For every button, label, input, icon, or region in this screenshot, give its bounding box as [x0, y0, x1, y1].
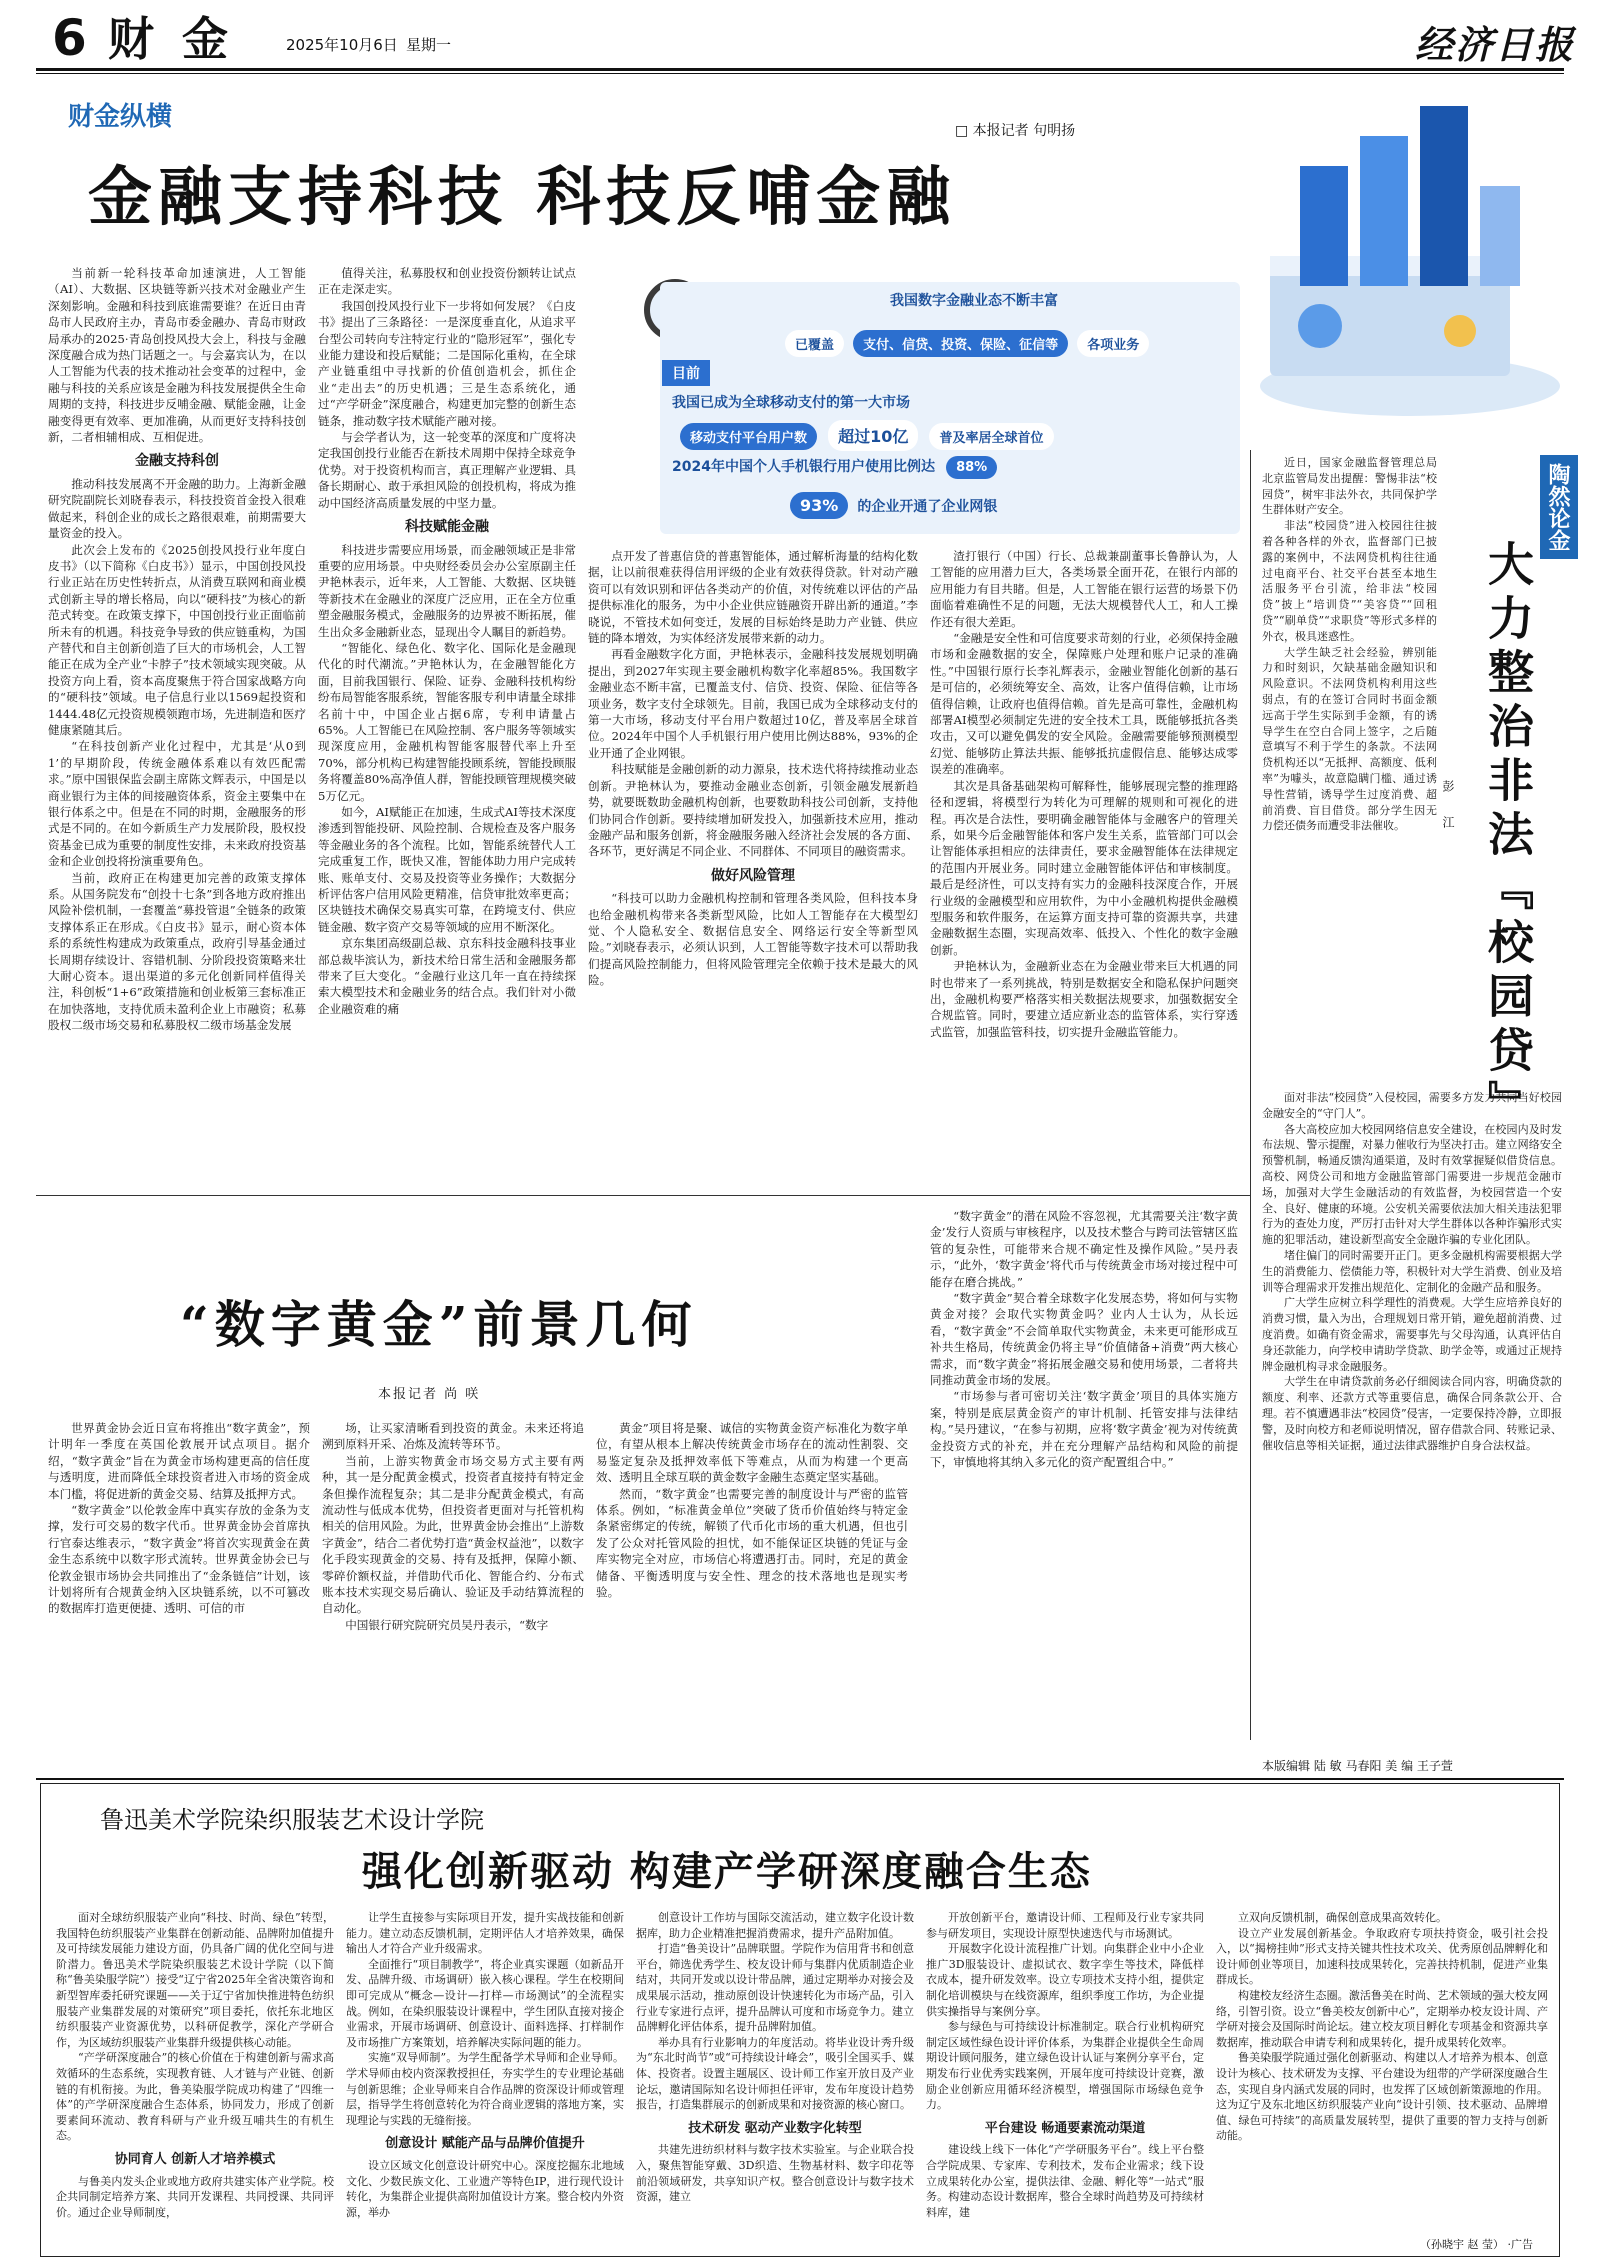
- article1-col1: [48, 265, 306, 1185]
- line3-a: 移动支付平台用户数: [680, 423, 817, 450]
- paragraph: 此次会上发布的《2025创投风投行业年度白皮书》（以下简称《白皮书》）显示，中国创投风投行业正站在历史性转折点，从消费互联网和商业模式创新主导的增长格局，向以“硬科技”为核心的新范式转变。在政策支撑下，中国创投行业正面临前所未有的机遇。科技竞争导致的供应链重构，为国产替代和自主创新创造了巨大的市场机会，人工智能正在成为全产业“卡脖子”技术领域实现突破。从投资方向上看，资本高度聚焦于符合国家战略方向的“硬科技”领域。电子信息行业以1569起投资和1444.48亿元投资规模领跑市场，先进制造和医疗健康紧随其后。: [48, 542, 306, 737]
- paragraph: 世界黄金协会近日宣布将推出“数字黄金”，预计明年一季度在英国伦敦展开试点项目。据介绍，“数字黄金”旨在为黄金市场构建更高的信任度与透明度，进而降低全球投资者进入市场的资金成本门槛，将促进新的黄金交易、结算及抵押方式。: [48, 1421, 310, 1501]
- paragraph: 非法“校园贷”进入校园往往披着各种各样的外衣，监督部门已披露的案例中，不法网贷机构往往通过电商平台、社交平台甚至本地生活服务平台引流，给非法“校园贷”披上“培训贷”“美容贷”“回租贷”“刷单贷”“求职贷”等形式多样的外衣，极具迷惑性。: [1262, 519, 1437, 643]
- ad-signoff: [1420, 2236, 1533, 2252]
- paragraph: 如今，AI赋能正在加速，生成式AI等技术深度渗透到智能投研、风险控制、合规检查及客户服务等金融业务的各个流程。比如，智能系统替代人工完成重复工作，既快又准，智能体助力用户完成转账、账单支付、交易及投资等业务操作；大数据分析评估客户信用风险更精准，信贷审批效率更高；区块链技术确保交易真实可靠，在跨境支付、供应链金融、数字资产交易等领域的应用不断深化。: [318, 805, 576, 934]
- issue-date: 2025年10月6日: [286, 36, 398, 54]
- paragraph: “在科技创新产业化过程中，尤其是‘从0到1’的早期阶段，传统金融体系难以有效匹配需求。”原中国银保监会副主席陈文辉表示，中国是以商业银行为主体的间接融资体系，资金主要集中在银行体系之中。但是在不同的时期，金融服务的形式是不同的。在如今新质生产力发展阶段，股权投资基金已成为重要的制度性安排，未来政府投资基金和企业创投将扮演重要角色。: [48, 739, 306, 869]
- paragraph: 打造“鲁美设计”品牌联盟。学院作为信用背书和创意平台，筛选优秀学生、校友设计师与集群内优质制造企业结对，共同开发或以设计带品牌，通过定期举办对接会及成果展示活动，推动原创设计快速转化为市场产品，引入行业专家进行点评，提升品牌认可度和市场竞争力。建立品牌孵化评估体系，提升品牌附加值。: [636, 1942, 914, 2034]
- infographic-line2: 我国已成为全球移动支付的第一大市场: [672, 395, 910, 411]
- ad-tag: ·广告: [1507, 2238, 1533, 2251]
- infographic-line5: [790, 492, 997, 519]
- paragraph: 各大高校应加大校园网络信息安全建设，在校园内及时发布法规、警示提醒，对暴力催收行为坚决打击。建立网络安全预警机制，畅通反馈沟通渠道，及时有效掌握疑似借贷信息。高校、网贷公司和地方金融监管部门需要进一步规范金融市场，加强对大学生金融活动的有效监督，为校园营造一个安全、良好、健康的环境。公安机关需要依法加大相关违法犯罪行为的查处力度，严厉打击针对大学生群体以各种诈骗形式实施的犯罪活动，建设新型高安全金融诈骗的专业化团队。: [1262, 1122, 1562, 1247]
- paragraph: 实施“双导师制”。为学生配备学术导师和企业导师。学术导师由校内资深教授担任，夯实学生的专业理论基础与创新思维；企业导师来自合作品牌的资深设计师或管理层，指导学生将创意转化为符合商业逻辑的落地方案，实现理论与实践的无缝衔接。: [346, 2051, 624, 2127]
- section-name: 财 金: [108, 12, 235, 66]
- subhead-risk-management: 做好风险管理: [711, 867, 795, 884]
- paragraph: “数字黄金”的潜在风险不容忽视，尤其需要关注‘数字黄金’发行人资质与审核程序，以及技术整合与跨司法管辖区监管的复杂性，可能带来合规不确定性及操作风险。”吴丹表示，“此外，‘数字黄金’将代币与传统黄金市场对接过程中可能存在磨合挑战。”: [930, 1209, 1238, 1289]
- line5-b: 的企业开通了企业网银: [857, 499, 998, 515]
- paragraph: 与鲁美内发头企业或地方政府共建实体产业学院。校企共同制定培养方案、共同开发课程、共同授课、共同评价。通过企业导师制度，: [56, 2174, 334, 2219]
- paragraph: 让学生直接参与实际项目开发，提升实战技能和创新能力。建立动态反馈机制，定期评估人才培养效果，确保输出人才符合产业升级需求。: [346, 1911, 624, 1956]
- ad-top-rule: [36, 1778, 1564, 1780]
- side-column-body-lower: [1262, 1090, 1562, 1730]
- paragraph: 大学生在申请贷款前务必仔细阅读合同内容，明确贷款的额度、利率、还款方式等重要信息，确保合同条款公开、合理。若不慎遭遇非法“校园贷”侵害，一定要保持冷静，立即报警，及时向校方和老师说明情况，留存借款合同、转账记录、催收信息等相关证据，通过法律武器维护自身合法权益。: [1262, 1375, 1562, 1452]
- paragraph: “科技可以助力金融机构控制和管理各类风险，但科技本身也给金融机构带来各类新型风险，比如人工智能存在大模型幻觉、个人隐私安全、数据信息安全、网络运行安全等新型风险。”刘晓春表示，必须认识到，人工智能等数字技术可以帮助我们提高风险控制能力，但将风险管理完全依赖于技术是最大的风险。: [588, 891, 918, 988]
- paragraph: 然而，“数字黄金”也需要完善的制度设计与严密的监管体系。例如，“标准黄金单位”突破了货币价值始终与特定金条紧密绑定的传统，解锁了代币化市场的重大机遇，但也引发了公众对托管风险的担忧，如不能保证区块链的凭证与金库实物完全对应，市场信心将遭遇打击。同时，充足的黄金储备、平衡透明度与安全性、理念的技术落地也是现实考验。: [596, 1486, 908, 1600]
- ad-subhead-talent: 协同育人 创新人才培养模式: [114, 2151, 276, 2167]
- header-rule-thin: [36, 73, 1564, 74]
- paragraph: 面对全球纺织服装产业向“科技、时尚、绿色”转型，我国特色纺织服装产业集群在创新动能、品牌附加值提升及可持续发展能力建设方面，仍具备广阔的优化空间与进阶潜力。鲁迅美术学院染织服装艺术设计学院（以下简称“鲁美染服学院”）接受“辽宁省2025年全省决策咨询和新型智库委托研究课题——关于辽宁省加快推进特色纺织服装产业集群发展的对策研究”项目委托，依托东北地区纺织服装产业资源优势，以科研促教学，深化产学研合作，为区域纺织服装产业集群升级提供核心动能。: [56, 1911, 334, 2049]
- line3-b: 超过10亿: [828, 420, 918, 451]
- article-headline: 金融支持科技 科技反哺金融: [88, 160, 957, 235]
- now-tag: 目前: [662, 360, 710, 386]
- article2-byline: 本报记者 尚 咲: [378, 1387, 481, 1402]
- side-author-text: 彭 江: [1441, 780, 1455, 838]
- box1-right: 各项业务: [1077, 330, 1149, 357]
- side-column-tag: [1540, 455, 1578, 559]
- paragraph: “数字黄金”以伦敦金库中真实存放的金条为支撑，发行可交易的数字代币。世界黄金协会首席执行官泰达维表示，“数字黄金”将首次实现黄金在黄金生态系统中以数字形式流转。世界黄金协会已与伦敦金银市场协会共同推出了“金条链信”计划，该计划将所有合规黄金纳入区块链系统，以不可篡改的数据库打造更便捷、透明、可信的市: [48, 1503, 310, 1616]
- paragraph: 科技赋能是金融创新的动力源泉，技术迭代将持续推动业态创新。尹艳林认为，要推动金融业态创新，引领金融发展新趋势，就要既数助金融机构创新，也要数助科技公司创新，支持他们协同合作创新。要持续增加研发投入，加强新技术应用，推动金融产品和服务创新，将金融服务融入经济社会发展的各方面、各环节，更好满足不同企业、不同群体、不同项目的融资需求。: [588, 762, 918, 859]
- ad-col4: [926, 1910, 1204, 2250]
- paragraph: 设立产业发展创新基金。争取政府专项扶持资金，吸引社会投入，以“揭榜挂帅”形式支持关键共性技术攻关、优秀原创品牌孵化和设计师创业等项目，加速科技成果转化，完善扶持机制，促进产业集群成长。: [1216, 1926, 1548, 1987]
- paragraph: 大学生缺乏社会经验，辨别能力和时刻识，欠缺基础金融知识和风险意识。不法网贷机构利用这些弱点，有的在签订合同时书面金额远高于学生实际到手金额，有的诱导学生在空白合同上签字，之后随意填写不利于学生的条款。不法网贷机构还以“无抵押、高额度、低利率”为噱头，故意隐瞒门槛、通过诱导性营销，诱导学生过度消费、超前消费、盲目借贷。部分学生因无力偿还债务而遭受非法催收。: [1262, 645, 1437, 833]
- paragraph: 广大学生应树立科学理性的消费观。大学生应培养良好的消费习惯，量入为出，合理规划日常开销，避免超前消费、过度消费。如确有资金需求，需要事先与父母沟通，认真评估自身还款能力，向学校申请助学贷款、助学金等，或通过正规持牌金融机构寻求金融服务。: [1262, 1296, 1562, 1373]
- paragraph: 当前，上游实物黄金市场交易方式主要有两种，其一是分配黄金模式，投资者直接持有特定金条但操作流程复杂；其二是非分配黄金模式，有高流动性与低成本优势，但投资者更面对与托管机构相关的信用风险。为此，世界黄金协会推出“上游数字黄金”，结合二者优势打造“黄金权益池”，以数字化手段实现黄金的交易、持有及抵押，保障小额、零碎价额权益，并借助代币化、智能合约、分布式账本技术实现交易后确认、验证及手动结算流程的自动化。: [322, 1453, 584, 1616]
- article2-col2: [322, 1420, 584, 1738]
- infographic-line4: [672, 456, 997, 479]
- side-headline-text: 大力整治非法『校园贷』: [1481, 540, 1535, 1134]
- paragraph: 其次是具备基础架构可解释性，能够展现完整的推理路径和逻辑，将模型行为转化为可理解的规则和可视化的进程。再次是合法性，要明确金融智能体与金融客户的管理关系，如果今后金融智能体和客户发生关系，监管部门可以会让智能体承担相应的法律责任，要求金融智能体在法律规定的范围内开展业务。同时建立金融智能体评估和审核制度。最后是经济性，可以支持有实力的金融科技深度合作，开展行业级的金融模型和应用软件，为中小金融机构提供金融模型服务和软件服务，在运算方面支持可靠的资源共享，共建金融数据生态圈，实现高效率、低投入、个性化的数字金融创新。: [930, 778, 1238, 957]
- paragraph: 构建校友经济生态圈。激活鲁美在时尚、艺术领域的强大校友网络，引智引资。设立“鲁美校友创新中心”，定期举办校友设计周、产学研对接会及国际时尚论坛。建立校友项目孵化专项基金和资源共享数据库，推动联合申请专利和成果转化，提升成果转化效率。: [1216, 1988, 1548, 2049]
- paragraph: 值得关注，私募股权和创业投资份额转让试点正在走深走实。: [318, 266, 576, 297]
- paragraph: 当前，政府正在构建更加完善的政策支撑体系。从国务院发布“创投十七条”到各地方政府推出风险补偿机制，一套覆盖“募投管退”全链条的政策支撑体系正在形成。《白皮书》显示，耐心资本体系的系统性构建成为政策重点，政府引导基金通过长周期存续设计、容错机制、分阶段投资策略来壮大耐心资本。退出渠道的多元化创新同样值得关注，科创板“1+6”政策措施和创业板第三套标准正在加快落地，支持优质未盈利企业上市融资；私募股权二级市场交易和私募股权二级市场基金发展: [48, 870, 306, 1033]
- paragraph: 开展数字化设计流程推广计划。向集群企业中小企业推广3D服装设计、虚拟试衣、数字孪生等技术，降低样衣成本，提升研发效率。设立专项技术支持小组，提供定制化培训模块与在线资源库，组织季度工作坊，为企业提供实操指导与案例分享。: [926, 1942, 1204, 2018]
- article1-col4: [930, 548, 1238, 1185]
- page-number: 6: [52, 9, 87, 67]
- paragraph: 中国银行研究院研究员吴丹表示，“数字: [345, 1617, 549, 1632]
- paragraph: 渣打银行（中国）行长、总裁兼副董事长鲁静认为，人工智能的应用潜力巨大，各类场景全面开花，在银行内部的应用能力有目共睹。但是，人工智能在银行运营的场景下仍面临着难确性不足的问题，无法大规模替代人工，和人工操作还有很大差距。: [930, 549, 1238, 629]
- paragraph: “数字黄金”契合着全球数字化发展态势，将如何与实物黄金对接？会取代实物黄金吗？业内人士认为，从长远看，“数字黄金”不会简单取代实物黄金，未来更可能形成互补共生格局，传统黄金仍将主导“价值储备+消费”两大核心需求，而“数字黄金”将拓展金融交易和使用场景，二者将共同推动黄金市场的发展。: [930, 1291, 1238, 1388]
- paragraph: 鲁美染服学院通过强化创新驱动、构建以人才培养为根本、创意设计为核心、技术研发为支撑、平台建设为纽带的产学研深度融合生态，实现自身内涵式发展的同时，也发挥了区域创新策源地的作用。这为辽宁及东北地区纺织服装产业向“设计引领、技术驱动、品牌增值、绿色可持续”的高质量发展转型，提供了重要的智力支持与创新动能。: [1216, 2051, 1548, 2143]
- side-column-rule: [1250, 450, 1251, 1740]
- ad-subhead-tech: 技术研发 驱动产业数字化转型: [688, 2120, 862, 2136]
- paragraph: 点开发了普惠信贷的普惠智能体，通过解析海量的结构化数据，让以前很难获得信用评级的企业有效获得贷款。针对动产融资可以有效识别和评估各类动产的价值，对传统难以评估的产品提供标准化的服务，为中小企业供应链融资开辟出新的通道。”李晓说，不管技术如何变迁，发展的目标始终是助力产业链、供应链的降本增效，为实体经济发展带来新的动力。: [588, 549, 918, 646]
- paragraph: 开放创新平台，邀请设计师、工程师及行业专家共同参与研发项目，实现设计原型快速迭代与市场测试。: [926, 1911, 1204, 1940]
- ad-signoff-text: （孙晓宇 赵 莹）: [1420, 2238, 1504, 2251]
- line3-c: 普及率居全球首位: [929, 423, 1053, 450]
- infographic-box1-title: 我国数字金融业态不断丰富: [890, 293, 1058, 309]
- paragraph: 面对非法“校园贷”入侵校园，需要多方发力共同当好校园金融安全的“守门人”。: [1262, 1091, 1562, 1120]
- paragraph: “产学研深度融合”的核心价值在于构建创新与需求高效循环的生态系统，实现教育链、人才链与产业链、创新链的有机衔接。为此，鲁美染服学院成功构建了“四维一体”的产学研深度融合生态体系，协同发力，形成了创新要素间环流动、教育科研与产业升级互哺共生的有机生态。: [56, 2051, 334, 2143]
- paragraph: 黄金”项目将是聚、诚信的实物黄金资产标准化为数字单位，有望从根本上解决传统黄金市场存在的流动性割裂、交易鉴定复杂及抵押效率低下等难点，从而为构建一个更高效、透明且全球互联的黄金数字金融生态奠定坚实基础。: [596, 1421, 908, 1485]
- paragraph: 共建先进纺织材料与数字技术实验室。与企业联合投入，聚焦智能穿戴、3D织造、生物基材料、数字印花等前沿领域研发，共享知识产权。整合创意设计与数字技术资源，建立: [636, 2143, 914, 2204]
- issue-weekday: 星期一: [406, 36, 452, 54]
- article2-col1: [48, 1420, 310, 1738]
- paragraph: 场，让买家清晰看到投资的黄金。未来还将追溯到原料开采、冶炼及流转等环节。: [322, 1421, 584, 1452]
- paragraph: 创意设计工作坊与国际交流活动，建立数字化设计数据库，助力企业精准把握消费需求，提升产品附加值。: [636, 1911, 914, 1940]
- infographic-line3: [680, 420, 1054, 451]
- article2-headline: “数字黄金”前景几何: [180, 1295, 698, 1354]
- ad-col5: [1216, 1910, 1548, 2230]
- article2-col3: [596, 1420, 908, 1738]
- ad-col2: [346, 1910, 624, 2250]
- ad-subhead-design: 创意设计 赋能产品与品牌价值提升: [385, 2136, 585, 2152]
- line4-b: 88%: [946, 456, 997, 479]
- page-credits: 本版编辑 陆 敏 马春阳 美 编 王子萱: [1262, 1759, 1453, 1773]
- paragraph: “智能化、绿色化、数字化、国际化是金融现代化的时代潮流。”尹艳林认为，在金融智能化方面，目前我国银行、保险、证券、金融科技机构纷纷布局智能客服系统，智能客服专利申请量全球排名前十中，中国企业占据6席，专利申请量占65%。人工智能已在风险控制、客户服务等领域实现深度应用，金融机构智能客服替代率上升至70%，部分机构已构建智能投顾系统，智能投顾服务将覆盖80%高净值人群，智能投顾管理规模突破5万亿元。: [318, 640, 576, 803]
- infographic-box1-row: [785, 330, 1149, 357]
- ad-headline: 强化创新驱动 构建产学研深度融合生态: [362, 1848, 1092, 1895]
- article2-col4: [930, 1208, 1238, 1738]
- ad-col3: [636, 1910, 914, 2250]
- ad-school-name: 鲁迅美术学院染织服装艺术设计学院: [100, 1806, 484, 1834]
- ad-col1: [56, 1910, 334, 2250]
- paragraph: 京东集团高级副总裁、京东科技金融科技事业部总裁毕滨认为，新技术给日常生活和金融服务都带来了巨大变化。“金融行业这几年一直在持续探索大模型技术和金融业务的结合点。我们针对小微企业融资难的痛: [318, 936, 576, 1016]
- ad-subhead-platform: 平台建设 畅通要素流动渠道: [984, 2120, 1146, 2136]
- side-column-body: [1262, 455, 1437, 833]
- paragraph: 参与绿色与可持续设计标准制定。联合行业机构研究制定区域性绿色设计评价体系，为集群企业提供全生命周期设计顾问服务，建立绿色设计认证与案例分享平台，定期发布行业优秀实践案例，开展年度可持续设计竞赛，激励企业创新应用循环经济模型，增强国际市场绿色竞争力。: [926, 2020, 1204, 2112]
- line4-a: 2024年中国个人手机银行用户使用比例达: [672, 459, 935, 475]
- box1-left: 已覆盖: [785, 330, 844, 357]
- paragraph: “金融是安全性和可信度要求苛刻的行业，必须保持金融市场和金融数据的安全，保障账户处理和账户记录的准确性。”中国银行原行长李礼辉表示，金融业智能化创新的基石是可信的，必须统筹安全、高效，让客户值得信赖，让市场值得信赖，让政府也值得信赖。首先是高可靠性，金融机构部署AI模型必须制定先进的安全技术工具，既能够抵抗各类攻击，又可以避免偶发的安全风险。金融需要能够预测模型幻觉、能够防止算法共振、能够抵抗虚假信息、能够达成零误差的准确率。: [930, 631, 1238, 777]
- paragraph: 举办具有行业影响力的年度活动。将毕业设计秀升级为“东北时尚节”或“可持续设计峰会”，吸引全国买手、媒体、投资者。设置主题展区、设计师工作室开放日及产业论坛，邀请国际知名设计师担任评审，发布年度设计趋势报告，打造集群展示的创新成果和对接资源的核心窗口。: [636, 2035, 914, 2112]
- header-rule: [36, 68, 1564, 71]
- masthead-logo: 经济日报: [1415, 22, 1576, 67]
- a1c1-paras: [48, 265, 306, 445]
- box1-mid: 支付、信贷、投资、保险、征信等: [853, 330, 1068, 357]
- paragraph: 尹艳林认为，金融新业态在为金融业带来巨大机遇的同时也带来了一系列挑战，特别是数据安全和隐私保护问题突出，金融机构要严格落实相关数据法规要求，加强数据安全合规监管。同时，要建立适应新业态的监管体系，实行穿透式监管，加强监管科技，切实提升金融监管能力。: [930, 959, 1238, 1039]
- column-tag: 财金纵横: [68, 102, 173, 132]
- paragraph: “市场参与者可密切关注‘数字黄金’项目的具体实施方案，特别是底层黄金资产的审计机制、托管安排与法律结构。”吴丹建议，“在参与初期，应将‘数字黄金’视为对传统黄金投资方式的补充，并在充分理解产品结构和风险的前提下，审慎地将其纳入多元化的资产配置组合中。”: [930, 1389, 1238, 1470]
- side-column-author: [1440, 780, 1457, 838]
- paragraph: 立双向反馈机制，确保创意成果高效转化。: [1238, 1911, 1447, 1924]
- paragraph: 我国创投风投行业下一步将如何发展？《白皮书》提出了三条路径：一是深度垂直化，从追求平台型公司转向专注特定行业的“隐形冠军”，强化专业能力建设和投后赋能；二是国际化重构，在全球产业链重组中寻找新的价值创造机会，抓住企业“走出去”的历史机遇；三是生态系统化，通过“产学研金”深度融合，构建更加完整的创新生态链条，推动数字技术赋能产融对接。: [318, 298, 576, 428]
- paragraph: 科技进步需要应用场景，而金融领域正是非常重要的应用场景。中央财经委员会办公室原副主任尹艳林表示，近年来，人工智能、大数据、区块链等新技术在金融业的深度广泛应用，正在全方位重塑金融服务模式，金融服务的边界被不断拓展，催生出众多金融新业态，显现出令人瞩目的新趋势。: [318, 542, 576, 639]
- article1-col2: [318, 265, 576, 1185]
- paragraph: 建设线上线下一体化“产学研服务平台”。线上平台整合学院成果、专家库、专利技术，发布企业需求；线下设立成果转化办公室，提供法律、金融、孵化等“一站式”服务。构建动态设计数据库，整合全球时尚趋势及可持续材料库，建: [926, 2143, 1204, 2219]
- side-tag-text: 陶然论金: [1545, 463, 1571, 551]
- line5-a: 93%: [790, 492, 848, 519]
- paragraph: 与会学者认为，这一轮变革的深度和广度将决定我国创投行业能否在新技术周期中保持全球竞争优势。对于投资机构而言，真正理解产业逻辑、具备长期耐心、敢于承担风险的创投机构，将成为推动中国经济高质量发展的中坚力量。: [318, 430, 576, 510]
- subhead-tech-empower: 科技赋能金融: [405, 519, 489, 536]
- article1-col3: [588, 548, 918, 1185]
- infographic: [660, 282, 1240, 534]
- paragraph: 全面推行“项目制教学”，将企业真实课题（如新品开发、品牌升级、市场调研）嵌入核心课程。学生在校期间即可完成从“概念—设计—打样—市场测试”的全流程实战。例如，在染织服装设计课程中，学生团队直接对接企业需求，开展市场调研、创意设计、面料选择、打样制作及市场推广方案策划，培养解决实际问题的能力。: [346, 1957, 624, 2049]
- byline: □ 本报记者 句明扬: [955, 123, 1076, 139]
- paragraph: 推动科技发展离不开金融的助力。上海新金融研究院副院长刘晓春表示，科技投资首金投入很难做起来，科创企业的成长之路很艰难，前期需要大量资金的投入。: [48, 476, 306, 541]
- finance-illustration: [1210, 96, 1570, 436]
- paragraph: 再看金融数字化方面，尹艳林表示，金融科技发展规划明确提出，到2027年实现主要金融机构数字化率超85%。我国数字金融业态不断丰富，已覆盖支付、信贷、投资、保险、征信等各项业务，数字支付全球领先。目前，我国已成为全球移动支付的第一大市场，移动支付平台用户数超过10亿，普及率居全球首位。2024年中国个人手机银行用户使用比例达88%，93%的企业开通了企业网银。: [588, 647, 918, 760]
- subhead-finance-support: 金融支持科创: [135, 453, 219, 470]
- side-column-headline: [1478, 540, 1538, 1134]
- paragraph: 设立区域文化创意设计研究中心。深度挖掘东北地域文化、少数民族文化、工业遗产等特色IP，进行现代设计转化，为集群企业提供高附加值设计方案。整合校内外资源，举办: [346, 2158, 624, 2219]
- article1-bottom-rule: [36, 1195, 1250, 1196]
- paragraph: 近日，国家金融监督管理总局北京监管局发出提醒：警惕非法“校园贷”，树牢非法外衣，共同保护学生群体财产安全。: [1262, 456, 1437, 517]
- paragraph: 当前新一轮科技革命加速演进，人工智能（AI）、大数据、区块链等新兴技术对金融业产生深刻影响。金融和科技到底谁需要谁？在近日由青岛市人民政府主办，青岛市委金融办、青岛市财政局承办的2025·青岛创投风投大会上，科技与金融深度融合成为热门话题之一。与会嘉宾认为，在以人工智能为代表的技术推动社会变革的过程中，金融与科技的关系应该是金融为科技发展提供全生命周期的支持，科技进步反哺金融、赋能金融，让金融变得更有效率、更加准确，从而更好支持科技创新，二者相辅相成、互相促进。: [48, 266, 306, 445]
- paragraph: 堵住偏门的同时需要开正门。更多金融机构需要根据大学生的消费能力、偿债能力等，积极针对大学生消费、创业及培训等合理需求开发推出规范化、定制化的金融产品和服务。: [1262, 1248, 1562, 1294]
